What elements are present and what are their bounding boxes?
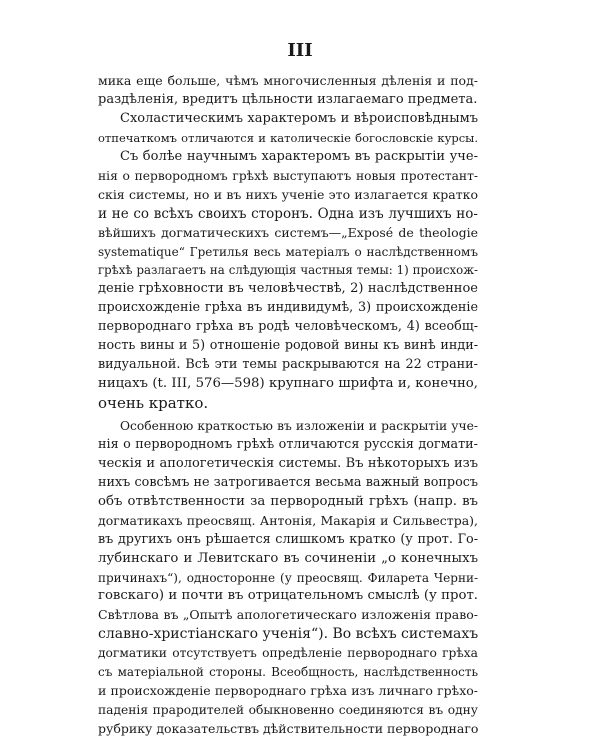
- text-line: мика еще больше, чѣмъ многочисленныя дѣленія и под-: [98, 73, 478, 88]
- text-line: нія о первородномъ грѣхѣ отличаются русскія догмати-: [98, 436, 478, 452]
- text-line: происхожденіе грѣха въ индивидумѣ, 3) происхожденіе: [98, 300, 478, 316]
- text-line: и происхожденіе первороднаго грѣха изъ личнаго грѣхо-: [98, 683, 478, 699]
- text-line: Схоластическимъ характеромъ и вѣроисповѣднымъ: [120, 110, 478, 126]
- text-line: скія системы, но и въ нихъ ученіе это излагается кратко: [98, 186, 478, 202]
- text-line: Съ болѣе научнымъ характеромъ въ раскрытіи уче-: [120, 148, 478, 164]
- text-line: рубрику доказательствъ дѣйствительности первороднаго: [98, 721, 478, 736]
- text-line: и не со всѣхъ своихъ сторонъ. Одна изъ лучшихъ но-: [98, 205, 478, 222]
- text-line: догматики отсутствуетъ опредѣленіе первороднаго грѣха: [98, 646, 478, 661]
- text-line: причинахъ“), односторонне (у преосвящ. Филарета Черни-: [98, 570, 478, 585]
- text-line: ницахъ (t. III, 576—598) крупнаго шрифта и, конечно,: [98, 376, 478, 392]
- text-line: очень кратко.: [98, 394, 209, 412]
- text-line: объ отвѣтственности за первородный грѣхъ (напр. въ: [98, 493, 478, 509]
- text-line: Свѣтлова въ „Опытѣ апологетическаго изложенія право-: [98, 607, 478, 623]
- text-line: первороднаго грѣха въ родѣ человѣческомъ, 4) всеобщ-: [98, 319, 478, 335]
- page-number: III: [287, 40, 313, 61]
- text-line: въ другихъ онъ рѣшается слишкомъ кратко (у прот. Го-: [98, 531, 478, 547]
- text-line: нихъ совсѣмъ не затрогивается весьма важный вопросъ: [98, 474, 478, 490]
- text-line: догматикахъ преосвящ. Антонія, Макарія и Сильвестра),: [98, 512, 478, 528]
- text-line: славно-христіанскаго ученія“). Во всѣхъ системахъ: [98, 626, 478, 643]
- text-line: деніе грѣховности въ человѣчествѣ, 2) наслѣдственное: [98, 281, 478, 297]
- text-line: ческія и апологетическія системы. Въ нѣкоторыхъ изъ: [98, 455, 478, 471]
- text-line: Особенною краткостью въ изложеніи и раскрытіи уче-: [120, 418, 478, 433]
- text-line: нія о первородномъ грѣхѣ выступаютъ новыя протестант-: [98, 168, 478, 183]
- text-line: отпечаткомъ отличаются и католическіе богословскіе курсы.: [98, 130, 478, 145]
- text-line: лубинскаго и Левитскаго въ сочиненіи „о конечныхъ: [98, 550, 478, 566]
- text-line: грѣхѣ разлагаетъ на слѣдующія частныя темы: 1) происхож-: [98, 263, 478, 278]
- text-line: systematique“ Гретилья весь матеріалъ о наслѣдственномъ: [98, 244, 478, 259]
- text-line: вѣйшихъ догматическихъ системъ—„Exposé de theologie: [98, 224, 478, 240]
- text-line: съ матеріальной стороны. Всеобщность, наслѣдственность: [98, 665, 478, 680]
- text-line: говскаго) и почти въ отрицательномъ смыслѣ (у прот.: [98, 588, 478, 604]
- text-line: видуальной. Всѣ эти темы раскрываются на 22 страни-: [98, 357, 478, 373]
- text-line: паденія прародителей обыкновенно соединяются въ одну: [98, 703, 478, 718]
- text-line: ность вины и 5) отношеніе родовой вины къ винѣ инди-: [98, 338, 478, 354]
- text-line: раздѣленія, вредитъ цѣльности излагаемаго предмета.: [98, 91, 478, 107]
